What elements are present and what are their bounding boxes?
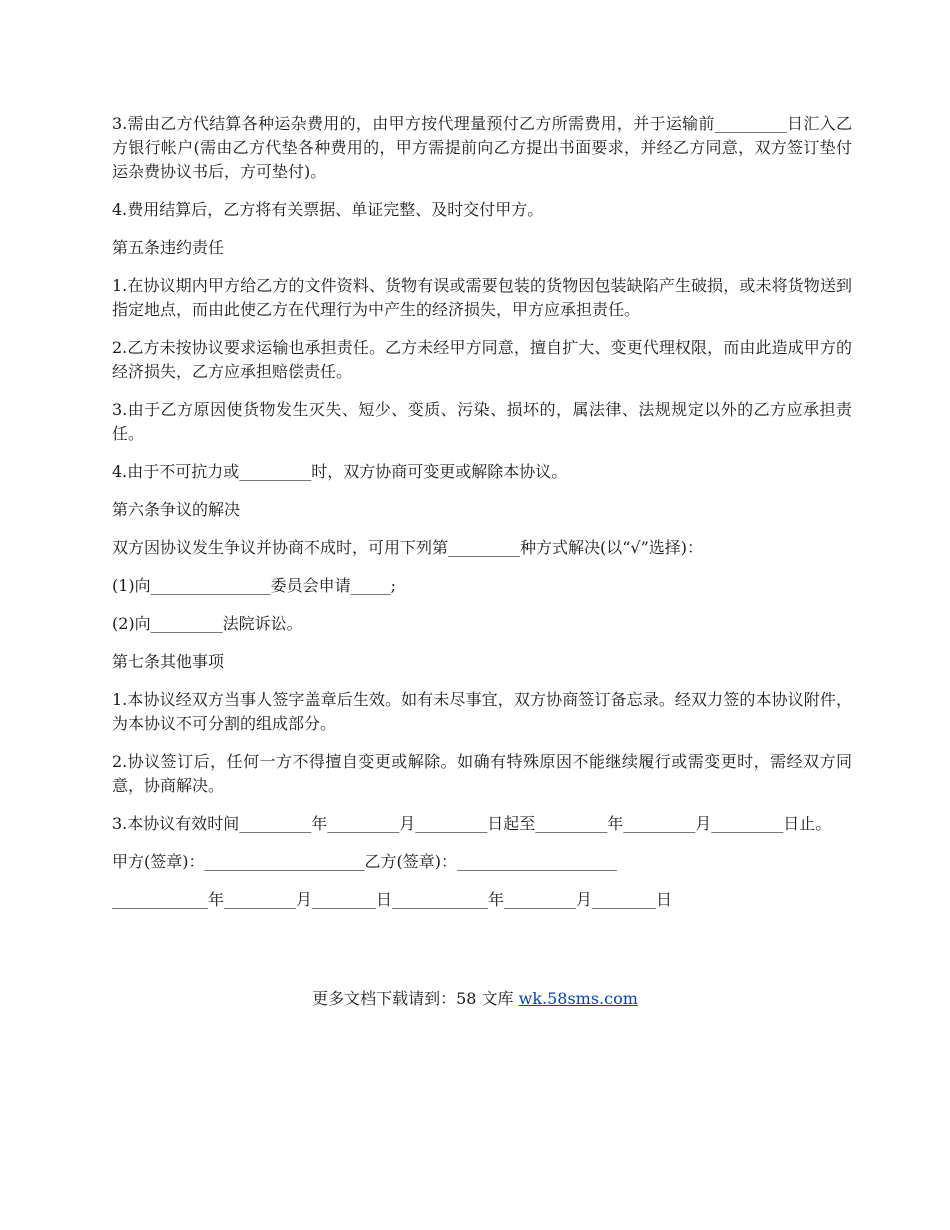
paragraph: 1.在协议期内甲方给乙方的文件资料、货物有误或需要包装的货物因包装缺陷产生破损，或未将货物送到指定地点，而由此使乙方在代理行为中产生的经济损失，甲方应承担责任。 [112,276,852,319]
paragraph: 2.协议签订后，任何一方不得擅自变更或解除。如确有特殊原因不能继续履行或需变更时，需经双方同意，协商解决。 [112,752,852,795]
paragraph: 4.由于不可抗力或_________时，双方协商可变更或解除本协议。 [112,462,568,481]
paragraph: 4.费用结算后，乙方将有关票据、单证完整、及时交付甲方。 [112,200,544,219]
section-heading: 第五条违约责任 [112,238,225,257]
paragraph: 1.本协议经双方当事人签字盖章后生效。如有未尽事宜，双方协商签订备忘录。经双力签的本协议附件，为本协议不可分割的组成部分。 [112,690,852,733]
paragraph: 2.乙方未按协议要求运输也承担责任。乙方未经甲方同意，擅自扩大、变更代理权限，而由此造成甲方的经济损失，乙方应承担赔偿责任。 [112,338,852,381]
section-heading: 第七条其他事项 [112,652,225,671]
date-line: ____________年_________月________日____________年_________月________日 [112,890,673,909]
footer-link[interactable]: wk.58sms.com [518,989,638,1008]
signature-line: 甲方(签章)：____________________乙方(签章)：____________________ [112,852,617,871]
paragraph: 3.本协议有效时间_________年_________月_________日起至_________年_________月_________日止。 [112,814,832,833]
document-body [112,112,852,926]
paragraph: (1)向_______________委员会申请_____; [112,576,397,595]
paragraph: (2)向_________法院诉讼。 [112,614,303,633]
paragraph: 双方因协议发生争议并协商不成时，可用下列第_________种方式解决(以“√”选择)： [112,538,704,557]
section-heading: 第六条争议的解决 [112,500,241,519]
paragraph: 3.需由乙方代结算各种运杂费用的，由甲方按代理量预付乙方所需费用，并于运输前_________日汇入乙方银行帐户(需由乙方代垫各种费用的，甲方需提前向乙方提出书面要求，并经乙方同意，双方签订垫付运杂费协议书后，方可垫付)。 [112,114,852,181]
footer [0,987,950,1011]
paragraph: 3.由于乙方原因使货物发生灭失、短少、变质、污染、损坏的，属法律、法规规定以外的乙方应承担责任。 [112,400,852,443]
footer-text: 更多文档下载请到：58 文库 [312,989,519,1008]
